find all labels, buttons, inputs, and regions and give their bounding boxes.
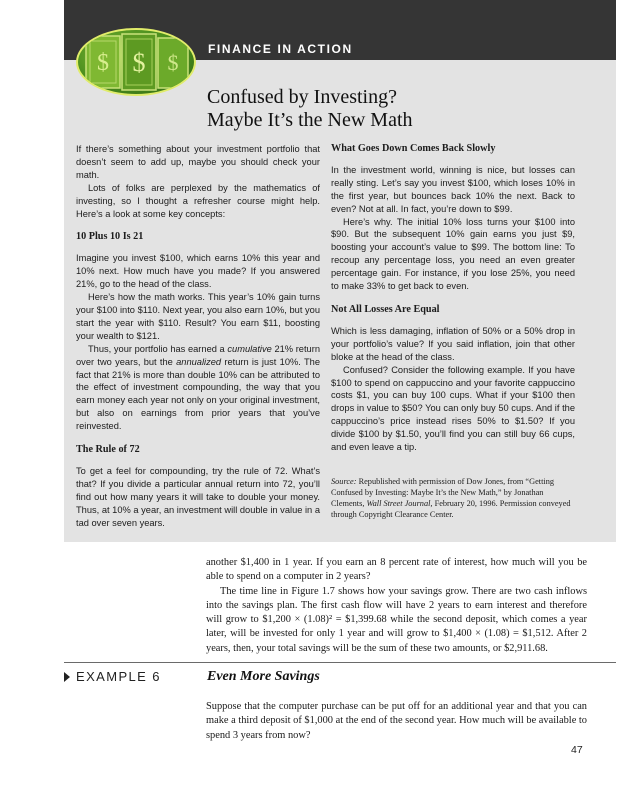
svg-text:$: $	[132, 48, 146, 77]
text-run: February 20, 1996. Permission conveyed through Copyright Clearance Center.	[331, 498, 571, 519]
paragraph: Imagine you invest $100, which earns 10% this year and 10% next. How much have you made? If you answered 21%, go to the head of the class.	[76, 253, 320, 290]
box-column-right	[331, 143, 575, 520]
paragraph	[76, 343, 320, 433]
main-text	[206, 556, 587, 656]
box-title-line1: Confused by Investing?	[207, 86, 397, 108]
section-heading: What Goes Down Comes Back Slowly	[331, 143, 496, 154]
triangle-right-icon	[64, 672, 70, 682]
emphasis: cumulative	[227, 343, 272, 354]
emphasis: annualized	[176, 356, 222, 367]
example-title: Even More Savings	[207, 669, 320, 684]
section-heading: Not All Losses Are Equal	[331, 303, 440, 315]
divider	[64, 662, 616, 663]
paragraph: In the investment world, winning is nice, but losses can really sting. Let’s say you invest $100, which loses 10% in the first year, but bounces back 10% the next. Back to even? Not at all. In fact, you’re down to $99.	[331, 164, 575, 214]
example-text	[206, 700, 587, 743]
paragraph: Suppose that the computer purchase can be put off for an additional year and that you can make a third deposit of $1,000 at the end of the second year. How much will be available to spend 3 years from now?	[206, 701, 587, 741]
dollar-bills-photo-icon	[76, 28, 196, 96]
text-run: Thus, your portfolio has earned a	[88, 343, 228, 354]
example-label: EXAMPLE 6	[76, 669, 161, 684]
svg-text:$: $	[97, 50, 109, 76]
svg-text:$: $	[167, 50, 179, 75]
paragraph: The time line in Figure 1.7 shows how your savings grow. There are two cash inflows into the savings plan. The first cash flow will have 2 years to earn interest and therefore will grow to $1,200 × (1.08)² = $1,399.68 while the second deposit, which comes a year later, will be invested for only 1 year and will grow to $1,400 × (1.08) = $1,512. After 2 years, then, your total savings will be the sum of these two amounts, or $2,911.68.	[206, 585, 587, 654]
source-citation	[331, 476, 575, 520]
page-number: 47	[571, 744, 583, 756]
box-title-line2: Maybe It’s the New Math	[207, 109, 413, 131]
text-run: return is just 10%. The fact that 21% is more than double 10% can be attributed to the effect of investment compounding, the way that you earn money each year not only on your original investment, but also on earnings from prior years that you’ve reinvested.	[76, 356, 320, 432]
text-run: 21% return over two years, but the	[76, 343, 320, 367]
paragraph: Here’s how the math works. This year’s 10% gain turns your $100 into $110. Next year, you also earn 10%, but you start the year with $110. Result? You earn $11, boosting your wealth to $121.	[76, 292, 320, 341]
paragraph: Lots of folks are perplexed by the mathematics of investing, so I thought a refresher course might help. Here’s a look at some key concepts:	[76, 182, 320, 219]
paragraph: To get a feel for compounding, try the rule of 72. What’s that? If you divide a particular annual return into 72, you’ll find out how many years it will take to double your money. Thus, at 10% a year, an investment will double in value in a tad over seven years.	[76, 465, 320, 528]
box-column-left	[76, 143, 320, 529]
paragraph: If there’s something about your investment portfolio that doesn’t seem to add up, maybe you should check your math.	[76, 144, 320, 180]
box-title	[207, 86, 547, 132]
section-label: FINANCE IN ACTION	[208, 42, 353, 56]
journal-name: Wall Street Journal,	[366, 498, 433, 508]
paragraph: Confused? Consider the following example. If you have $100 to spend on cappuccino and your favorite cappuccino costs $1, you can buy 100 cups. What if your $100 then drops in value to $50? You can only buy 50 cups. And if the cappuccino’s price instead rises 50% to $1.50? If you divide $100 by $1.50, you’ll find you can still buy 66 cups, and even leave a tip.	[331, 364, 575, 453]
section-heading: 10 Plus 10 Is 21	[76, 231, 144, 243]
section-heading: The Rule of 72	[76, 444, 140, 456]
paragraph: another $1,400 in 1 year. If you earn an 8 percent rate of interest, how much will you be able to spend on a computer in 2 years?	[206, 557, 587, 583]
text-run: Republished with permission of Dow Jones, from “Getting Confused by Investing: Maybe It’s the New Math,” by Jonathan Clements,	[331, 476, 554, 508]
paragraph: Here’s why. The initial 10% loss turns your $100 into $90. But the subsequent 10% gain earns you just $9, boosting your account’s value to $99. The bottom line: To recoup any percentage loss, you need an even greater percentage gain. For instance, if you lose 25%, you need to make 33% to get back to even.	[331, 216, 575, 292]
source-label: Source:	[331, 476, 357, 486]
paragraph: Which is less damaging, inflation of 50% or a 50% drop in your portfolio’s value? If you said inflation, join that other bloke at the head of the class.	[331, 325, 575, 362]
